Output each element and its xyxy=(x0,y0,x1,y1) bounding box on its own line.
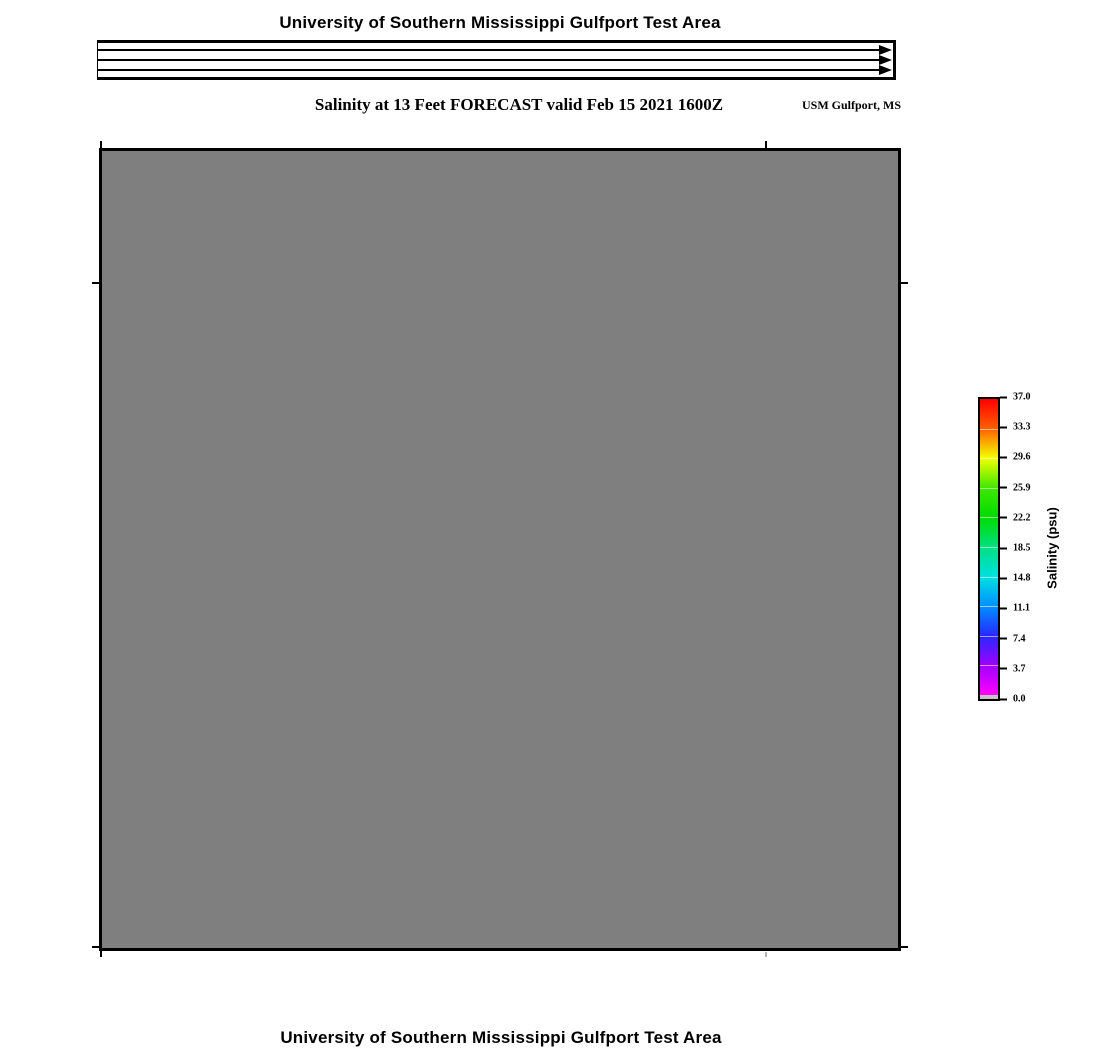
colorbar-tick-mark xyxy=(1000,577,1007,579)
axis-tick-bottom-left-v xyxy=(100,951,102,957)
axis-tick-bottom-mid xyxy=(765,952,767,957)
colorbar-tick-row xyxy=(1000,392,1031,403)
axis-tick-bottom-left-h xyxy=(92,946,99,948)
right-arrow-icon xyxy=(879,65,892,75)
colorbar-tick-label: 14.8 xyxy=(1013,572,1031,584)
colorbar-tick-row xyxy=(1000,573,1031,584)
colorbar-undefined-cap xyxy=(980,695,998,699)
colorbar-tick-label: 11.1 xyxy=(1013,602,1030,614)
colorbar-tick-label: 37.0 xyxy=(1013,391,1031,403)
colorbar-tick-label: 18.5 xyxy=(1013,542,1031,554)
footer-title: University of Southern Mississippi Gulfport Test Area xyxy=(280,1028,722,1047)
colorbar-tick-row xyxy=(1000,452,1031,463)
axis-tick-top-left xyxy=(100,141,102,148)
colorbar-tick-row xyxy=(1000,694,1026,705)
colorbar-tick-mark xyxy=(1000,668,1007,670)
colorbar-segment-divider xyxy=(980,577,998,578)
colorbar-segment-divider xyxy=(980,517,998,518)
page-title: University of Southern Mississippi Gulfport Test Area xyxy=(279,13,721,32)
colorbar-tick-mark xyxy=(1000,607,1007,609)
axis-tick-right xyxy=(901,282,908,284)
flow-line xyxy=(98,49,880,51)
colorbar-tick-label: 22.2 xyxy=(1013,512,1031,524)
plot-subtitle: Salinity at 13 Feet FORECAST valid Feb 15 2021 1600Z xyxy=(314,95,724,114)
colorbar-tick-label: 25.9 xyxy=(1013,482,1031,494)
right-arrow-icon xyxy=(879,45,892,55)
axis-tick-bottom-right-h xyxy=(901,946,908,948)
axis-tick-top-right xyxy=(765,141,767,148)
colorbar-tick-row xyxy=(1000,633,1026,644)
colorbar-tick-mark xyxy=(1000,517,1007,519)
colorbar-tick-row xyxy=(1000,482,1031,493)
colorbar-axis-label: Salinity (psu) xyxy=(1044,507,1060,589)
colorbar-tick-label: 3.7 xyxy=(1013,663,1026,675)
map-plot-area xyxy=(99,148,901,951)
colorbar-tick-row xyxy=(1000,543,1031,554)
colorbar-gradient xyxy=(980,399,998,695)
colorbar-tick-row xyxy=(1000,512,1031,523)
colorbar-tick-mark xyxy=(1000,396,1007,398)
colorbar-tick-mark xyxy=(1000,698,1007,700)
colorbar-tick-mark xyxy=(1000,456,1007,458)
flow-line xyxy=(98,59,880,61)
colorbar-tick-label: 33.3 xyxy=(1013,421,1031,433)
colorbar-tick-label: 29.6 xyxy=(1013,451,1031,463)
colorbar-tick-label: 0.0 xyxy=(1013,693,1026,705)
colorbar-segment-divider xyxy=(980,458,998,459)
colorbar-tick-mark xyxy=(1000,638,1007,640)
right-arrow-icon xyxy=(879,55,892,65)
colorbar-tick-label: 7.4 xyxy=(1013,633,1026,645)
colorbar-segment-divider xyxy=(980,547,998,548)
colorbar-tick-row xyxy=(1000,603,1030,614)
flow-arrow-legend xyxy=(97,40,896,80)
colorbar-segment-divider xyxy=(980,429,998,430)
station-label: USM Gulfport, MS xyxy=(802,98,901,112)
colorbar-segment-divider xyxy=(980,606,998,607)
colorbar-tick-row xyxy=(1000,663,1026,674)
colorbar-segment-divider xyxy=(980,636,998,637)
flow-line xyxy=(98,69,880,71)
colorbar-tick-row xyxy=(1000,422,1031,433)
colorbar-tick-mark xyxy=(1000,487,1007,489)
axis-tick-left xyxy=(92,282,99,284)
colorbar-segment-divider xyxy=(980,488,998,489)
colorbar-segment-divider xyxy=(980,665,998,666)
colorbar xyxy=(978,397,1000,701)
colorbar-tick-mark xyxy=(1000,426,1007,428)
colorbar-tick-mark xyxy=(1000,547,1007,549)
